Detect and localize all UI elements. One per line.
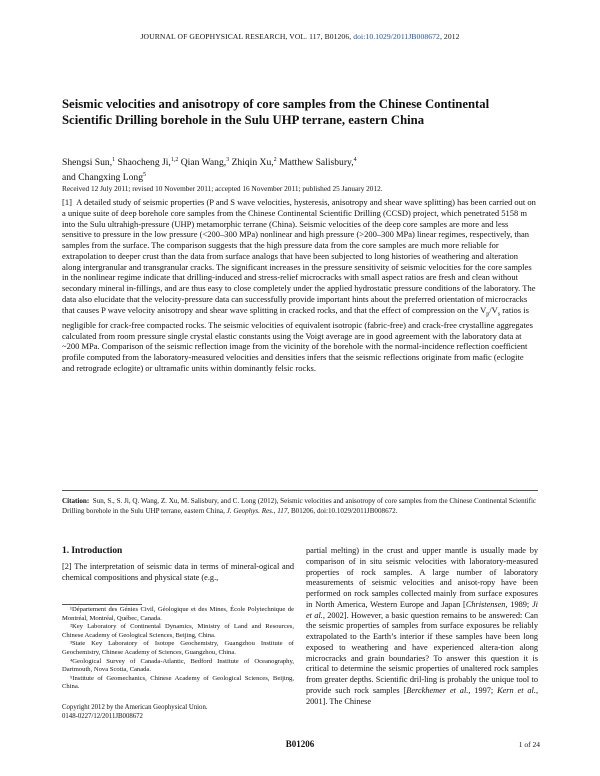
author-list (62, 154, 542, 184)
ratio-vs-sub: s (497, 311, 501, 318)
journal-name: JOURNAL OF GEOPHYSICAL RESEARCH, VOL. 117, B01206, (140, 32, 352, 41)
ratio-vp: V (480, 304, 487, 315)
citation-divider (62, 490, 538, 491)
received-dates: Received 12 July 2011; revised 10 November 2011; accepted 16 November 2011; published 25 January 2012. (62, 184, 383, 193)
body-text: , 1989; (505, 599, 532, 609)
left-column (62, 546, 294, 584)
reference-link[interactable]: Berckhemer et al. (406, 685, 469, 695)
author: Qian Wang, (180, 157, 227, 169)
paper-title: Seismic velocities and anisotropy of core samples from the Chinese Continental Scientific Drilling borehole in the Sulu UHP terrane, eastern China (62, 97, 490, 127)
body-text: , 2001]. The Chinese (306, 685, 539, 706)
footnote: ⁵Institute of Geomechanics, Chinese Academy of Geological Sciences, Beijing, China. (62, 674, 294, 691)
reference-link[interactable]: Ji et al. (306, 599, 538, 620)
section-heading: 1. Introduction (62, 546, 123, 556)
doi-link[interactable]: doi:10.1029/2011JB008672 (353, 32, 440, 41)
citation-tail: B01206, doi:10.1029/2011JB008672. (290, 506, 398, 515)
footnote: ²Key Laboratory of Continental Dynamics, Ministry of Land and Resources, Chinese Academy of Geological Sciences, Beijing, China. (62, 623, 294, 639)
author: and Changxing Long (62, 172, 144, 184)
reference-link[interactable]: Christensen (465, 599, 506, 609)
abstract-text: A detailed study of seismic properties (P and S wave velocities, hysteresis, anisotropy and shear wave splitting) has been carried out on a unique suite of deep borehole core samples from the Chinese Continental Scientific Drilling (CCSD) project, which penetrated 5158 m into the Sulu ultrahigh-pressure (UHP) metamorphic terrane (China). Seismic velocities of the deep core samples are more and less sensitive to pressure in the low pressure (<200–300 MPa) nonlinear and high pressure (>200–300 MPa) linear regimes, respectively, than samples from the surface. The comparison suggests that the high pressure data from the core samples are much more reliable for extrapolation to deeper crust than the data from surface analogs that have been subjected to long histories of weathering and alteration along intergranular and transgranular cracks. The significant increases in the pressure sensitivity of seismic velocities for the core samples in the nonlinear regime indicate that drilling-induced and stress-relief microcracks with small aspect ratios are fresh and clean without secondary mineral in-fillings, and are thus easy to close completely under the applied hydrostatic pressure conditions of the laboratory. The data also elucidate that the velocity-pressure data can successfully provide important hints about the preferred orientation of microcracks that causes P wave velocity anisotropy and shear wave splitting in cracked rocks, and that the effect of compression on the (62, 197, 536, 315)
abstract-text-continued: ratios is negligible for crack-free compacted rocks. The seismic velocities of equivalent isotropic (fabric-free) and crack-free crystalline aggregates calculated from room pressure single crystal elastic constants using the Voigt average are in good agreement with the laboratory data at ~200 MPa. Comparison of the seismic reflection image from the vicinity of the borehole with the normal-incidence reflection coefficient profile computed from the laboratory-measured velocities and densities infers that the seismic reflections originate from mafic (eclogite and retrograde eclogite) or ultramafic units within dominantly felsic rocks. (62, 304, 533, 373)
issn-line: 0148-0227/12/2011JB008672 (62, 712, 143, 720)
author: Zhiqin Xu, (231, 157, 274, 169)
citation (62, 497, 538, 517)
footnote: ¹Département des Génies Civil, Géologique et des Mines, École Polytechnique de Montréal, Montréal, Québec, Canada. (62, 606, 294, 622)
author: Shengsi Sun, (62, 157, 113, 169)
citation-journal: J. Geophys. Res., 117, (226, 506, 290, 515)
author-affiliation: 1 (112, 157, 116, 163)
article-id: B01206 (285, 739, 315, 749)
body-text: , 1997; (468, 685, 498, 695)
footnotes (62, 606, 294, 692)
footnote-divider (62, 604, 142, 605)
author-affiliation: 5 (143, 172, 147, 179)
page-number: 1 of 24 (518, 740, 540, 749)
paragraph-number: [1] (62, 197, 72, 207)
body-text: partial melting) in the crust and upper mantle is usually made by comparison of in situ seismic velocities with laboratory-measured properties of rock samples. A large number of laboratory measurements of seismic velocities and anisot-ropy have been performed on rock samples collected mainly from surface exposures in North America, Western Europe and Japan [ (306, 546, 538, 609)
intro-paragraph: [2] The interpretation of seismic data in terms of mineral-ogical and chemical compositions and physical state (e.g., (62, 562, 294, 582)
footnote: ³State Key Laboratory of Isotope Geochemistry, Guangzhou Institute of Geochemistry, Chinese Academy of Sciences, Guangzhou, China. (62, 640, 294, 656)
intro-paragraph-continued (306, 546, 538, 707)
author: Matthew Salisbury, (279, 157, 354, 169)
author: Shaocheng Ji, (117, 157, 171, 169)
right-column (306, 546, 538, 707)
journal-header (0, 32, 600, 41)
ratio-vp-sub: p (486, 311, 490, 318)
author-affiliation: 1,2 (170, 157, 179, 163)
citation-label: Citation: (62, 497, 90, 505)
ratio-slash: /V (489, 304, 498, 315)
citation-text: Sun, S., S. Ji, Q. Wang, Z. Xu, M. Salisbury, and C. Long (2012), Seismic velocities and anisotropy of core samples from the Chinese Continental Scientific Drilling borehole in the Sulu UHP terrane, eastern China, (62, 497, 537, 515)
copyright-line: Copyright 2012 by the American Geophysical Union. (62, 704, 208, 711)
footnote: ⁴Geological Survey of Canada-Atlantic, Bedford Institute of Oceanography, Dartmouth, Nova Scotia, Canada. (62, 657, 294, 674)
copyright (62, 704, 294, 721)
reference-link[interactable]: Kern et al. (497, 685, 536, 695)
body-text: , 2002]. However, a basic question remains to be answered: Can the seismic properties of samples from surface exposures be reliably extrapolated to the Earth’s interior if these samples have been long exposed to weathering and have experienced altera-tion along microcracks and grain boundaries? To answer this question it is critical to determine the seismic properties of unaltered rock samples from greater depths. Scientific dril-ling is probably the unique tool to provide such rock samples [ (306, 610, 538, 695)
author-affiliation: 3 (226, 157, 230, 163)
author-affiliation: 2 (273, 157, 277, 163)
author-affiliation: 4 (353, 157, 357, 163)
header-year: , 2012 (439, 32, 460, 41)
abstract (62, 197, 538, 374)
